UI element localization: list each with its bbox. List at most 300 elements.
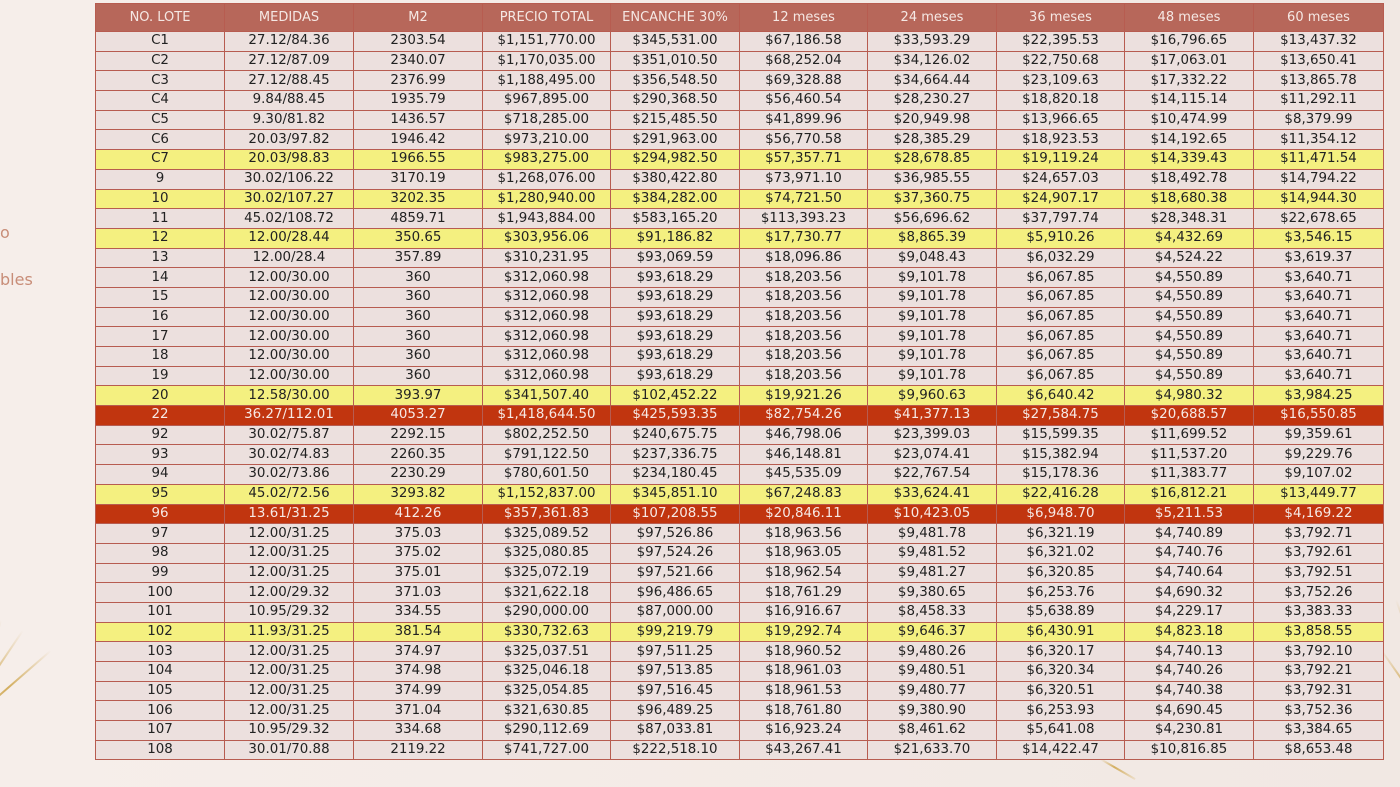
table-cell: $41,899.96	[740, 110, 868, 130]
table-cell: $3,640.71	[1254, 287, 1384, 307]
table-cell: 100	[96, 583, 225, 603]
table-cell: 2119.22	[354, 740, 483, 760]
table-cell: $18,096.86	[740, 248, 868, 268]
table-cell: $18,203.56	[740, 307, 868, 327]
table-cell: $14,794.22	[1254, 169, 1384, 189]
table-cell: $1,152,837.00	[483, 484, 611, 504]
table-cell: 27.12/88.45	[225, 71, 354, 91]
table-cell: $68,252.04	[740, 51, 868, 71]
table-cell: $6,640.42	[997, 386, 1125, 406]
table-cell: $6,320.17	[997, 642, 1125, 662]
table-cell: 360	[354, 347, 483, 367]
table-cell: 1946.42	[354, 130, 483, 150]
table-cell: C5	[96, 110, 225, 130]
table-cell: $87,000.00	[611, 602, 740, 622]
table-cell: $18,492.78	[1125, 169, 1254, 189]
table-cell: $97,511.25	[611, 642, 740, 662]
table-cell: 11.93/31.25	[225, 622, 354, 642]
table-cell: $9,480.77	[868, 681, 997, 701]
table-cell: 4053.27	[354, 406, 483, 426]
table-cell: 10.95/29.32	[225, 721, 354, 741]
table-cell: 12.00/28.44	[225, 228, 354, 248]
table-cell: $234,180.45	[611, 465, 740, 485]
table-cell: $1,170,035.00	[483, 51, 611, 71]
table-cell: $6,320.51	[997, 681, 1125, 701]
column-header: NO. LOTE	[96, 4, 225, 32]
table-cell: 9	[96, 169, 225, 189]
price-table-container	[95, 3, 1383, 760]
table-cell: 12.00/31.25	[225, 563, 354, 583]
table-cell: $4,740.26	[1125, 662, 1254, 682]
table-cell: $5,211.53	[1125, 504, 1254, 524]
table-cell: $18,203.56	[740, 327, 868, 347]
table-cell: 350.65	[354, 228, 483, 248]
table-cell: 334.68	[354, 721, 483, 741]
table-cell: $357,361.83	[483, 504, 611, 524]
table-cell: 96	[96, 504, 225, 524]
table-cell: $312,060.98	[483, 347, 611, 367]
table-cell: $6,320.85	[997, 563, 1125, 583]
table-cell: $325,080.85	[483, 543, 611, 563]
table-cell: $14,944.30	[1254, 189, 1384, 209]
table-cell: $9,481.52	[868, 543, 997, 563]
table-cell: $6,430.91	[997, 622, 1125, 642]
table-cell: $93,618.29	[611, 268, 740, 288]
table-cell: $87,033.81	[611, 721, 740, 741]
gold-leaf-decoration	[1100, 758, 1136, 780]
table-cell: 10	[96, 189, 225, 209]
table-cell: $11,292.11	[1254, 91, 1384, 111]
table-cell: $4,550.89	[1125, 268, 1254, 288]
table-cell: $5,910.26	[997, 228, 1125, 248]
table-cell: 20.03/97.82	[225, 130, 354, 150]
table-row	[96, 248, 1384, 268]
table-cell: $18,680.38	[1125, 189, 1254, 209]
table-cell: 92	[96, 425, 225, 445]
table-cell: $3,792.61	[1254, 543, 1384, 563]
table-cell: $11,537.20	[1125, 445, 1254, 465]
table-cell: $3,384.65	[1254, 721, 1384, 741]
gold-leaf-decoration	[0, 630, 24, 772]
table-cell: $4,550.89	[1125, 287, 1254, 307]
table-row	[96, 307, 1384, 327]
table-cell: $4,229.17	[1125, 602, 1254, 622]
column-header: ENCANCHE 30%	[611, 4, 740, 32]
table-cell: 334.55	[354, 602, 483, 622]
table-cell: 30.02/75.87	[225, 425, 354, 445]
table-cell: 4859.71	[354, 209, 483, 229]
table-cell: $9,107.02	[1254, 465, 1384, 485]
table-cell: $321,622.18	[483, 583, 611, 603]
table-cell: $325,037.51	[483, 642, 611, 662]
table-cell: $312,060.98	[483, 307, 611, 327]
table-cell: $56,696.62	[868, 209, 997, 229]
table-cell: 1935.79	[354, 91, 483, 111]
table-cell: $4,690.32	[1125, 583, 1254, 603]
table-row	[96, 189, 1384, 209]
table-cell: $351,010.50	[611, 51, 740, 71]
table-cell: $93,618.29	[611, 327, 740, 347]
table-cell: $18,961.03	[740, 662, 868, 682]
table-cell: 12.00/29.32	[225, 583, 354, 603]
table-cell: $1,418,644.50	[483, 406, 611, 426]
table-cell: $23,399.03	[868, 425, 997, 445]
table-cell: 95	[96, 484, 225, 504]
table-cell: $9,481.27	[868, 563, 997, 583]
table-cell: 371.04	[354, 701, 483, 721]
table-cell: $9,380.65	[868, 583, 997, 603]
column-header: M2	[354, 4, 483, 32]
table-cell: $1,268,076.00	[483, 169, 611, 189]
table-cell: $93,618.29	[611, 287, 740, 307]
table-cell: 30.02/107.27	[225, 189, 354, 209]
table-cell: $46,148.81	[740, 445, 868, 465]
table-cell: $4,740.38	[1125, 681, 1254, 701]
table-cell: $3,640.71	[1254, 307, 1384, 327]
table-cell: $6,067.85	[997, 287, 1125, 307]
table-cell: $9,101.78	[868, 327, 997, 347]
table-cell: $23,074.41	[868, 445, 997, 465]
table-cell: 9.30/81.82	[225, 110, 354, 130]
table-cell: C4	[96, 91, 225, 111]
table-cell: $8,461.62	[868, 721, 997, 741]
table-cell: 99	[96, 563, 225, 583]
table-row	[96, 228, 1384, 248]
table-cell: $18,963.05	[740, 543, 868, 563]
table-row	[96, 524, 1384, 544]
table-cell: C6	[96, 130, 225, 150]
table-cell: $15,178.36	[997, 465, 1125, 485]
table-cell: 12.00/31.25	[225, 662, 354, 682]
table-cell: $290,368.50	[611, 91, 740, 111]
table-cell: $18,203.56	[740, 347, 868, 367]
column-header: 60 meses	[1254, 4, 1384, 32]
table-cell: $4,740.76	[1125, 543, 1254, 563]
table-cell: $303,956.06	[483, 228, 611, 248]
table-cell: 412.26	[354, 504, 483, 524]
table-row	[96, 602, 1384, 622]
table-cell: $356,548.50	[611, 71, 740, 91]
table-cell: $10,816.85	[1125, 740, 1254, 760]
table-cell: $6,321.19	[997, 524, 1125, 544]
table-cell: $312,060.98	[483, 327, 611, 347]
table-row	[96, 543, 1384, 563]
table-cell: $45,535.09	[740, 465, 868, 485]
table-cell: $18,761.29	[740, 583, 868, 603]
table-cell: 11	[96, 209, 225, 229]
table-cell: $8,379.99	[1254, 110, 1384, 130]
table-cell: $20,688.57	[1125, 406, 1254, 426]
table-cell: $11,699.52	[1125, 425, 1254, 445]
table-cell: $36,985.55	[868, 169, 997, 189]
table-cell: $325,072.19	[483, 563, 611, 583]
table-cell: 30.02/73.86	[225, 465, 354, 485]
table-cell: 45.02/108.72	[225, 209, 354, 229]
table-cell: 93	[96, 445, 225, 465]
table-cell: 12.58/30.00	[225, 386, 354, 406]
table-cell: $56,460.54	[740, 91, 868, 111]
table-cell: 13	[96, 248, 225, 268]
table-cell: $1,943,884.00	[483, 209, 611, 229]
table-cell: $4,740.64	[1125, 563, 1254, 583]
table-row	[96, 268, 1384, 288]
table-cell: $14,192.65	[1125, 130, 1254, 150]
table-cell: $4,740.89	[1125, 524, 1254, 544]
table-cell: 27.12/84.36	[225, 32, 354, 52]
table-cell: $16,550.85	[1254, 406, 1384, 426]
table-cell: $33,624.41	[868, 484, 997, 504]
table-cell: $34,664.44	[868, 71, 997, 91]
table-row	[96, 386, 1384, 406]
table-cell: $113,393.23	[740, 209, 868, 229]
table-cell: $4,524.22	[1125, 248, 1254, 268]
table-cell: $4,690.45	[1125, 701, 1254, 721]
table-cell: $9,048.43	[868, 248, 997, 268]
table-cell: $6,320.34	[997, 662, 1125, 682]
table-cell: $6,032.29	[997, 248, 1125, 268]
table-cell: $330,732.63	[483, 622, 611, 642]
table-cell: $18,820.18	[997, 91, 1125, 111]
table-cell: $6,253.76	[997, 583, 1125, 603]
table-cell: $99,219.79	[611, 622, 740, 642]
table-cell: $5,641.08	[997, 721, 1125, 741]
table-cell: $3,984.25	[1254, 386, 1384, 406]
table-row	[96, 642, 1384, 662]
table-cell: $4,432.69	[1125, 228, 1254, 248]
table-cell: $14,339.43	[1125, 150, 1254, 170]
table-cell: 12.00/30.00	[225, 307, 354, 327]
table-cell: $74,721.50	[740, 189, 868, 209]
table-cell: 20	[96, 386, 225, 406]
table-cell: $14,422.47	[997, 740, 1125, 760]
table-cell: $215,485.50	[611, 110, 740, 130]
table-cell: $325,054.85	[483, 681, 611, 701]
table-cell: $310,231.95	[483, 248, 611, 268]
table-cell: $91,186.82	[611, 228, 740, 248]
table-cell: $1,188,495.00	[483, 71, 611, 91]
table-cell: 12.00/28.4	[225, 248, 354, 268]
table-cell: $10,423.05	[868, 504, 997, 524]
table-cell: $18,960.52	[740, 642, 868, 662]
table-cell: $13,966.65	[997, 110, 1125, 130]
table-cell: 393.97	[354, 386, 483, 406]
table-cell: $3,752.36	[1254, 701, 1384, 721]
table-cell: $93,618.29	[611, 307, 740, 327]
gold-leaf-decoration	[0, 620, 2, 755]
table-cell: 374.97	[354, 642, 483, 662]
table-cell: 107	[96, 721, 225, 741]
table-cell: $13,865.78	[1254, 71, 1384, 91]
table-cell: $8,653.48	[1254, 740, 1384, 760]
table-cell: 12.00/31.25	[225, 543, 354, 563]
table-cell: 15	[96, 287, 225, 307]
table-cell: $6,253.93	[997, 701, 1125, 721]
table-cell: $22,678.65	[1254, 209, 1384, 229]
table-cell: $37,360.75	[868, 189, 997, 209]
table-cell: $321,630.85	[483, 701, 611, 721]
table-cell: $4,550.89	[1125, 327, 1254, 347]
table-cell: $22,750.68	[997, 51, 1125, 71]
table-cell: $3,792.51	[1254, 563, 1384, 583]
table-cell: $27,584.75	[997, 406, 1125, 426]
side-text-fragment: bles	[0, 270, 33, 289]
table-cell: $341,507.40	[483, 386, 611, 406]
table-cell: $18,203.56	[740, 366, 868, 386]
table-cell: $3,546.15	[1254, 228, 1384, 248]
table-cell: 97	[96, 524, 225, 544]
table-cell: $97,524.26	[611, 543, 740, 563]
table-cell: $11,471.54	[1254, 150, 1384, 170]
table-cell: $3,619.37	[1254, 248, 1384, 268]
table-body	[96, 32, 1384, 760]
table-row	[96, 484, 1384, 504]
table-cell: $3,792.31	[1254, 681, 1384, 701]
table-row	[96, 32, 1384, 52]
table-cell: $18,761.80	[740, 701, 868, 721]
table-cell: 105	[96, 681, 225, 701]
table-cell: C2	[96, 51, 225, 71]
table-cell: $16,916.67	[740, 602, 868, 622]
table-cell: $13,650.41	[1254, 51, 1384, 71]
table-cell: $6,067.85	[997, 347, 1125, 367]
table-cell: $13,449.77	[1254, 484, 1384, 504]
table-cell: 360	[354, 287, 483, 307]
table-row	[96, 563, 1384, 583]
table-cell: $3,792.21	[1254, 662, 1384, 682]
table-cell: $97,516.45	[611, 681, 740, 701]
table-cell: 3170.19	[354, 169, 483, 189]
table-cell: $102,452.22	[611, 386, 740, 406]
table-cell: $28,385.29	[868, 130, 997, 150]
table-cell: $380,422.80	[611, 169, 740, 189]
table-cell: $6,067.85	[997, 307, 1125, 327]
table-cell: 360	[354, 366, 483, 386]
table-cell: $17,730.77	[740, 228, 868, 248]
table-row	[96, 150, 1384, 170]
table-cell: 2303.54	[354, 32, 483, 52]
table-cell: 103	[96, 642, 225, 662]
table-row	[96, 366, 1384, 386]
table-cell: $18,961.53	[740, 681, 868, 701]
table-cell: $10,474.99	[1125, 110, 1254, 130]
table-cell: $96,486.65	[611, 583, 740, 603]
table-row	[96, 445, 1384, 465]
table-cell: $28,230.27	[868, 91, 997, 111]
table-cell: $1,151,770.00	[483, 32, 611, 52]
table-cell: 102	[96, 622, 225, 642]
table-row	[96, 91, 1384, 111]
table-cell: $33,593.29	[868, 32, 997, 52]
column-header: 36 meses	[997, 4, 1125, 32]
table-cell: $345,851.10	[611, 484, 740, 504]
table-row	[96, 662, 1384, 682]
table-cell: 104	[96, 662, 225, 682]
table-cell: $3,792.71	[1254, 524, 1384, 544]
table-cell: $16,923.24	[740, 721, 868, 741]
table-row	[96, 681, 1384, 701]
table-cell: $34,126.02	[868, 51, 997, 71]
table-cell: $37,797.74	[997, 209, 1125, 229]
table-cell: $3,640.71	[1254, 327, 1384, 347]
table-row	[96, 583, 1384, 603]
table-cell: $4,740.13	[1125, 642, 1254, 662]
table-cell: 22	[96, 406, 225, 426]
table-cell: $69,328.88	[740, 71, 868, 91]
table-cell: 375.01	[354, 563, 483, 583]
table-cell: $11,354.12	[1254, 130, 1384, 150]
table-cell: $17,063.01	[1125, 51, 1254, 71]
table-cell: $107,208.55	[611, 504, 740, 524]
table-cell: 360	[354, 327, 483, 347]
table-cell: 12.00/31.25	[225, 701, 354, 721]
table-cell: $4,169.22	[1254, 504, 1384, 524]
table-cell: $15,382.94	[997, 445, 1125, 465]
table-cell: C3	[96, 71, 225, 91]
table-cell: $18,962.54	[740, 563, 868, 583]
table-cell: $718,285.00	[483, 110, 611, 130]
table-cell: $13,437.32	[1254, 32, 1384, 52]
table-cell: $3,640.71	[1254, 347, 1384, 367]
table-row	[96, 504, 1384, 524]
table-cell: 12	[96, 228, 225, 248]
table-cell: $11,383.77	[1125, 465, 1254, 485]
table-cell: $325,046.18	[483, 662, 611, 682]
table-cell: 12.00/30.00	[225, 327, 354, 347]
table-cell: $19,119.24	[997, 150, 1125, 170]
table-cell: $3,858.55	[1254, 622, 1384, 642]
table-cell: 108	[96, 740, 225, 760]
table-cell: $16,796.65	[1125, 32, 1254, 52]
table-cell: $20,846.11	[740, 504, 868, 524]
table-cell: $9,101.78	[868, 287, 997, 307]
table-cell: $9,481.78	[868, 524, 997, 544]
table-cell: $1,280,940.00	[483, 189, 611, 209]
table-cell: $20,949.98	[868, 110, 997, 130]
table-cell: 374.98	[354, 662, 483, 682]
table-cell: $9,480.51	[868, 662, 997, 682]
table-cell: 360	[354, 307, 483, 327]
table-cell: $9,960.63	[868, 386, 997, 406]
table-cell: $312,060.98	[483, 287, 611, 307]
table-cell: $24,907.17	[997, 189, 1125, 209]
table-cell: $22,395.53	[997, 32, 1125, 52]
table-cell: $18,203.56	[740, 268, 868, 288]
table-cell: 45.02/72.56	[225, 484, 354, 504]
column-header: 24 meses	[868, 4, 997, 32]
table-cell: 2292.15	[354, 425, 483, 445]
table-cell: $291,963.00	[611, 130, 740, 150]
table-cell: $425,593.35	[611, 406, 740, 426]
table-row	[96, 622, 1384, 642]
table-cell: $6,067.85	[997, 268, 1125, 288]
table-cell: 12.00/31.25	[225, 681, 354, 701]
table-cell: 12.00/30.00	[225, 268, 354, 288]
table-cell: 17	[96, 327, 225, 347]
table-row	[96, 701, 1384, 721]
table-cell: $4,550.89	[1125, 307, 1254, 327]
table-cell: $93,618.29	[611, 366, 740, 386]
table-cell: 27.12/87.09	[225, 51, 354, 71]
table-cell: 10.95/29.32	[225, 602, 354, 622]
table-cell: $97,526.86	[611, 524, 740, 544]
table-cell: $802,252.50	[483, 425, 611, 445]
table-cell: 12.00/31.25	[225, 524, 354, 544]
table-row	[96, 209, 1384, 229]
table-cell: 19	[96, 366, 225, 386]
table-cell: $24,657.03	[997, 169, 1125, 189]
table-cell: 3293.82	[354, 484, 483, 504]
table-cell: 30.02/74.83	[225, 445, 354, 465]
